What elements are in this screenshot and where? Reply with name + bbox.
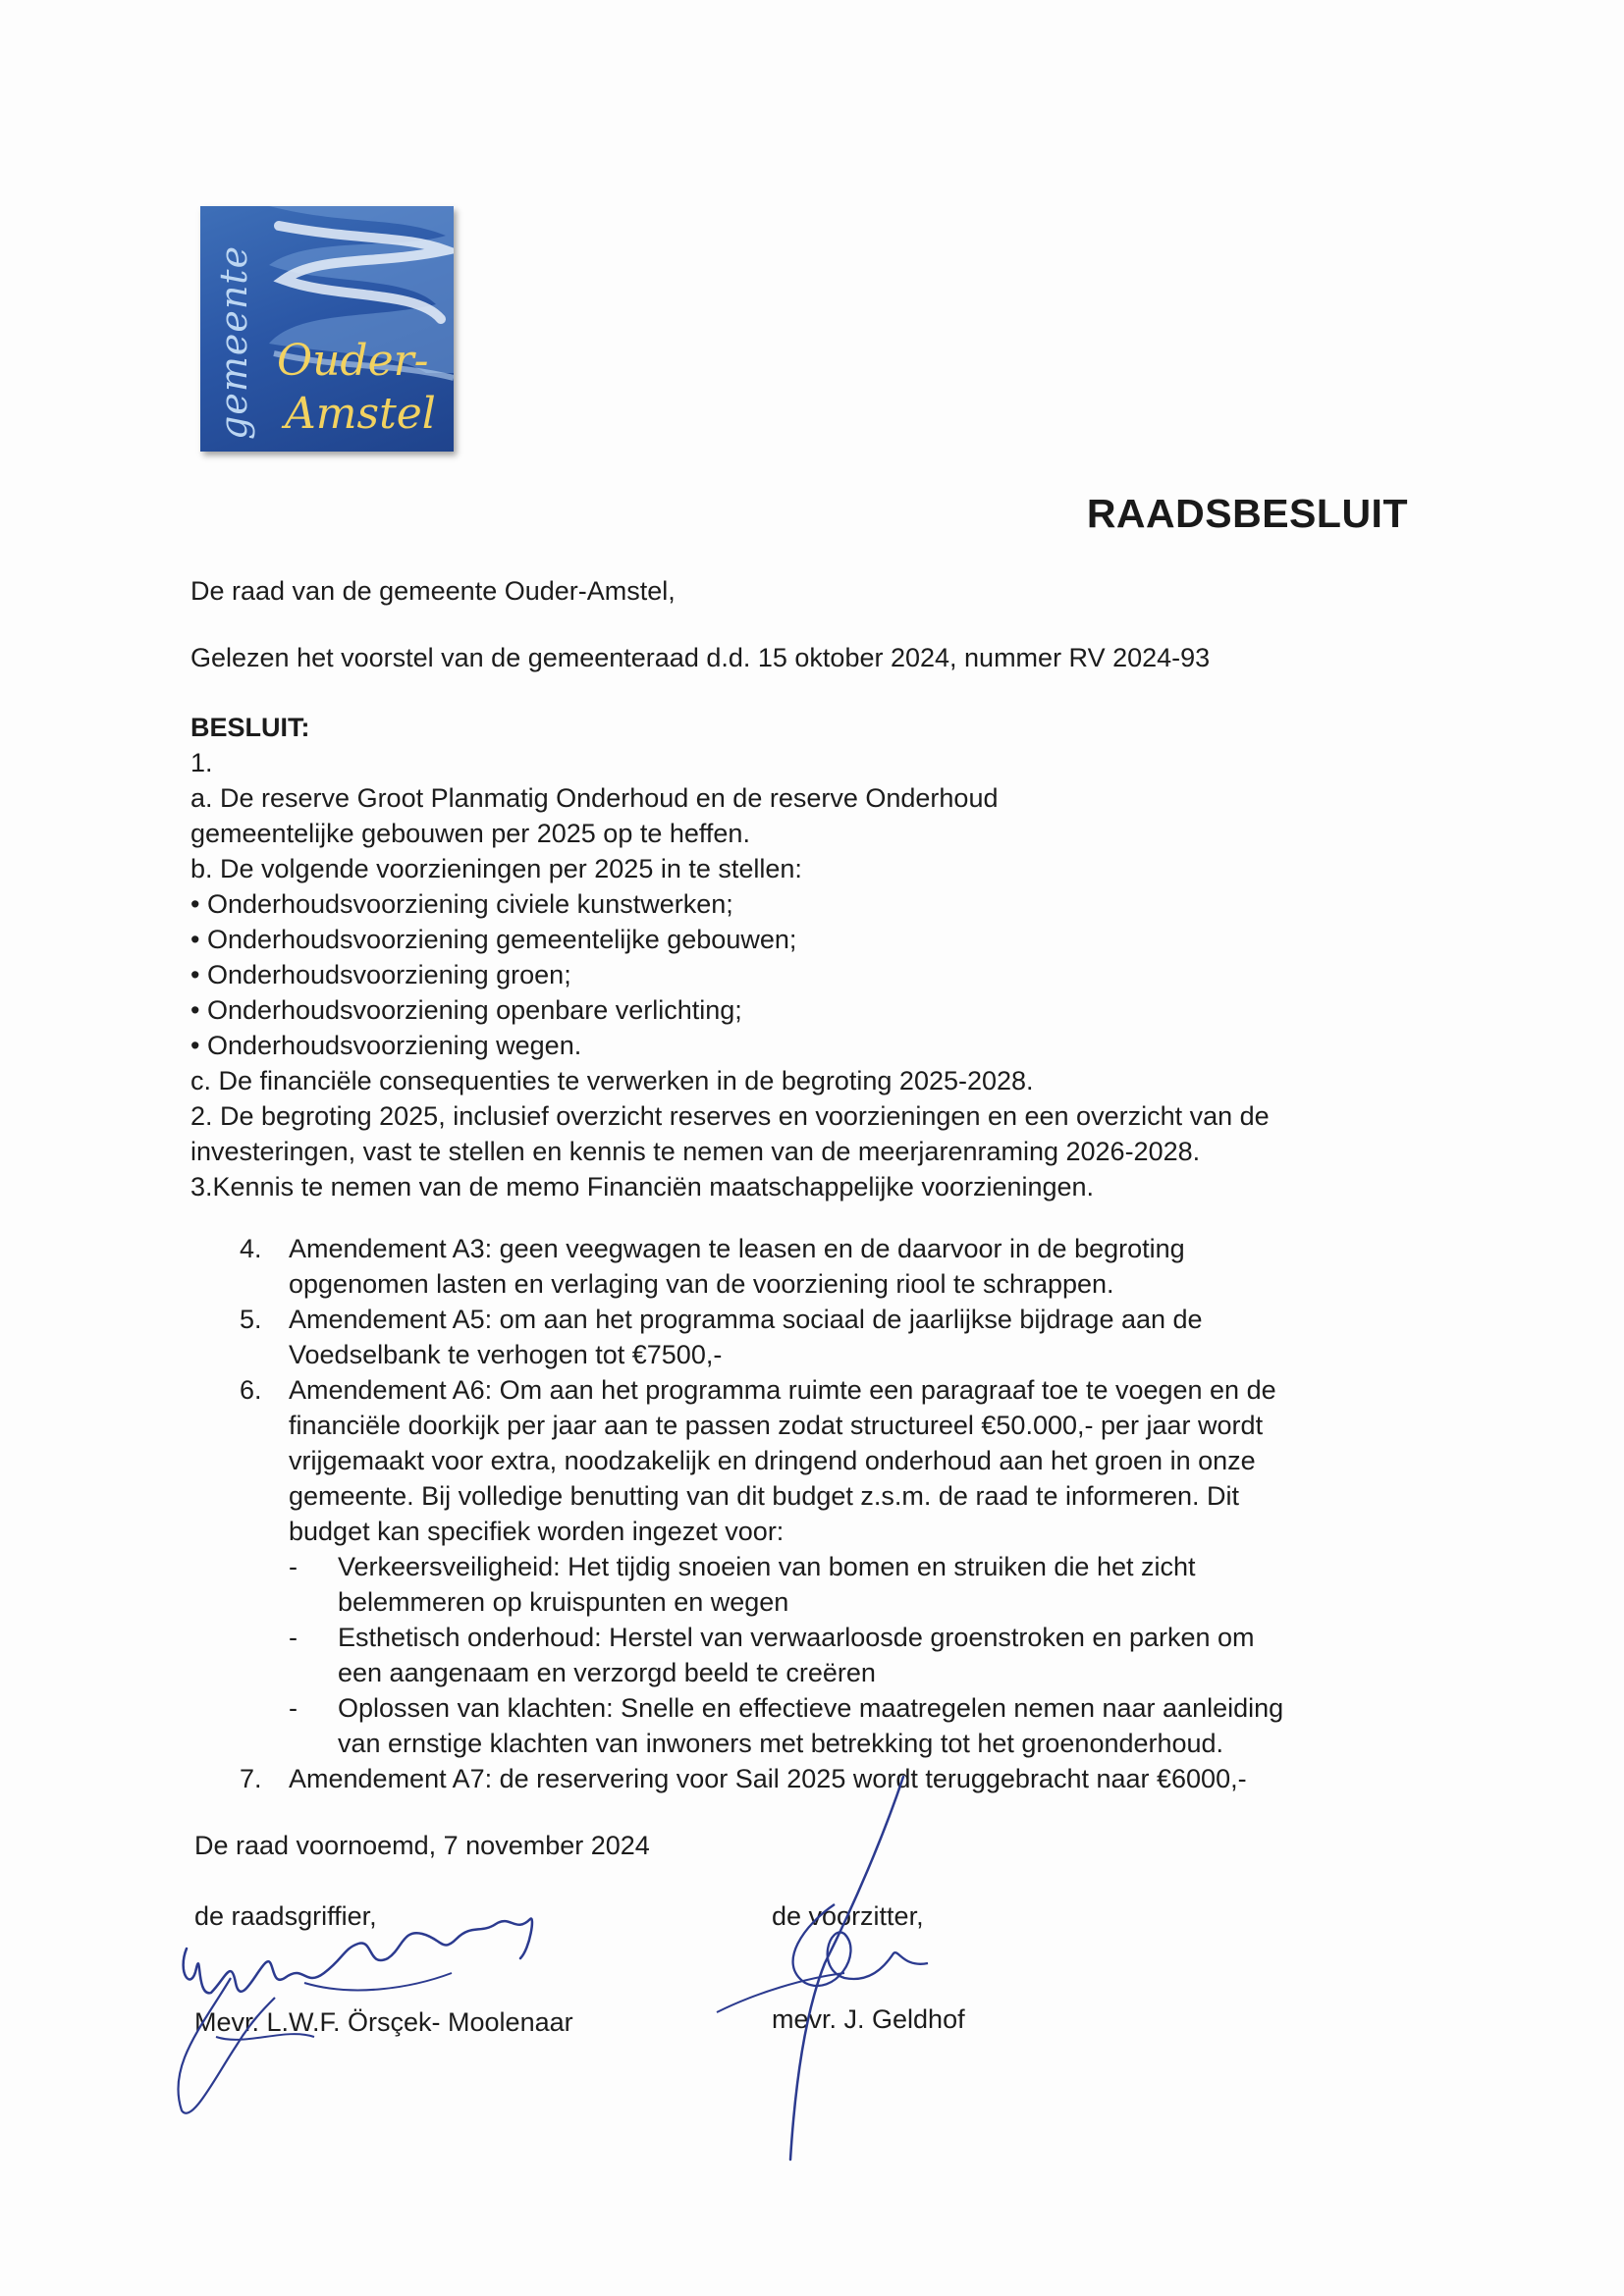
besluit-line: a. De reserve Groot Planmatig Onderhoud en de reserve Onderhoud [190, 783, 999, 813]
subitem-line: Esthetisch onderhoud: Herstel van verwaarloosde groenstroken en parken om [338, 1623, 1255, 1652]
voorzitter-name: mevr. J. Geldhof [772, 2004, 965, 2034]
voorzitter-signature [697, 1757, 972, 2169]
document-title: RAADSBESLUIT [1086, 491, 1408, 536]
logo-vertical-text: gemeente [212, 244, 255, 440]
griffier-name: Mevr. L.W.F. Örsçek- Moolenaar [194, 2007, 573, 2037]
besluit-line: • Onderhoudsvoorziening groen; [190, 960, 571, 989]
subitem-line: van ernstige klachten van inwoners met betrekking tot het groenonderhoud. [338, 1729, 1224, 1758]
besluit-section [190, 710, 1467, 1204]
amendment-item-5 [240, 1302, 1418, 1372]
amendment-line: Voedselbank te verhogen tot €7500,- [289, 1340, 723, 1369]
subitem-line: Verkeersveiligheid: Het tijdig snoeien van bomen en struiken die het zicht [338, 1552, 1196, 1581]
besluit-line: • Onderhoudsvoorziening wegen. [190, 1031, 582, 1060]
intro-line-2: Gelezen het voorstel van de gemeenteraad d.d. 15 oktober 2024, nummer RV 2024-93 [190, 643, 1211, 672]
amendment-line: budget kan specifiek worden ingezet voor: [289, 1517, 785, 1546]
besluit-line: 1. [190, 748, 213, 777]
besluit-line: 3.Kennis te nemen van de memo Financiën maatschappelijke voorzieningen. [190, 1172, 1095, 1201]
subitem-line: Oplossen van klachten: Snelle en effectieve maatregelen nemen naar aanleiding [338, 1693, 1284, 1723]
besluit-line: b. De volgende voorzieningen per 2025 in te stellen: [190, 854, 802, 883]
amendment-number: 5. [240, 1305, 262, 1334]
amendment-line: financiële doorkijk per jaar aan te passen zodat structureel €50.000,- per jaar wordt [289, 1411, 1264, 1440]
voorzitter-label: de voorzitter, [772, 1901, 924, 1931]
amendment-subitem [289, 1690, 1418, 1761]
amendment-item-6 [240, 1372, 1418, 1761]
amendment-line: Amendement A6: Om aan het programma ruimte een paragraaf toe te voegen en de [289, 1375, 1276, 1405]
besluit-line: • Onderhoudsvoorziening civiele kunstwerken; [190, 889, 733, 919]
municipality-logo [200, 206, 454, 452]
besluit-line: 2. De begroting 2025, inclusief overzicht reserves en voorzieningen en een overzicht van de [190, 1101, 1270, 1131]
amendment-number: 4. [240, 1234, 262, 1263]
amendments-list [240, 1231, 1418, 1796]
amendment-number: 7. [240, 1764, 262, 1793]
amendment-line: gemeente. Bij volledige benutting van dit budget z.s.m. de raad te informeren. Dit [289, 1481, 1240, 1511]
amendment-subitem [289, 1549, 1418, 1620]
logo-text-ouder: Ouder- [277, 336, 429, 386]
besluit-line: • Onderhoudsvoorziening openbare verlichting; [190, 995, 742, 1025]
amendment-line: Amendement A7: de reservering voor Sail 2025 wordt teruggebracht naar €6000,- [289, 1764, 1247, 1793]
besluit-line: gemeentelijke gebouwen per 2025 op te heffen. [190, 819, 750, 848]
subitem-dash: - [289, 1623, 298, 1652]
besluit-heading: BESLUIT: [190, 713, 310, 742]
griffier-label: de raadsgriffier, [194, 1901, 377, 1931]
subitem-line: een aangenaam en verzorgd beeld te creëren [338, 1658, 876, 1687]
besluit-line: • Onderhoudsvoorziening gemeentelijke gebouwen; [190, 925, 797, 954]
amendment-number: 6. [240, 1375, 262, 1405]
amendment-item-4 [240, 1231, 1418, 1302]
intro-line-1: De raad van de gemeente Ouder-Amstel, [190, 576, 676, 606]
besluit-line: c. De financiële consequenties te verwerken in de begroting 2025-2028. [190, 1066, 1034, 1095]
amendment-line: vrijgemaakt voor extra, noodzakelijk en dringend onderhoud aan het groen in onze [289, 1446, 1256, 1475]
amendment-subitem [289, 1620, 1418, 1690]
amendment-line: Amendement A3: geen veegwagen te leasen en de daarvoor in de begroting [289, 1234, 1185, 1263]
amendment-line: opgenomen lasten en verlaging van de voorziening riool te schrappen. [289, 1269, 1114, 1299]
amendment-line: Amendement A5: om aan het programma sociaal de jaarlijkse bijdrage aan de [289, 1305, 1203, 1334]
closing-line: De raad voornoemd, 7 november 2024 [194, 1831, 650, 1860]
logo-text-amstel: Amstel [285, 389, 436, 439]
subitem-dash: - [289, 1693, 298, 1723]
subitem-line: belemmeren op kruispunten en wegen [338, 1587, 789, 1617]
besluit-line: investeringen, vast te stellen en kennis te nemen van de meerjarenraming 2026-2028. [190, 1137, 1201, 1166]
griffier-signature [157, 1880, 589, 2115]
subitem-dash: - [289, 1552, 298, 1581]
